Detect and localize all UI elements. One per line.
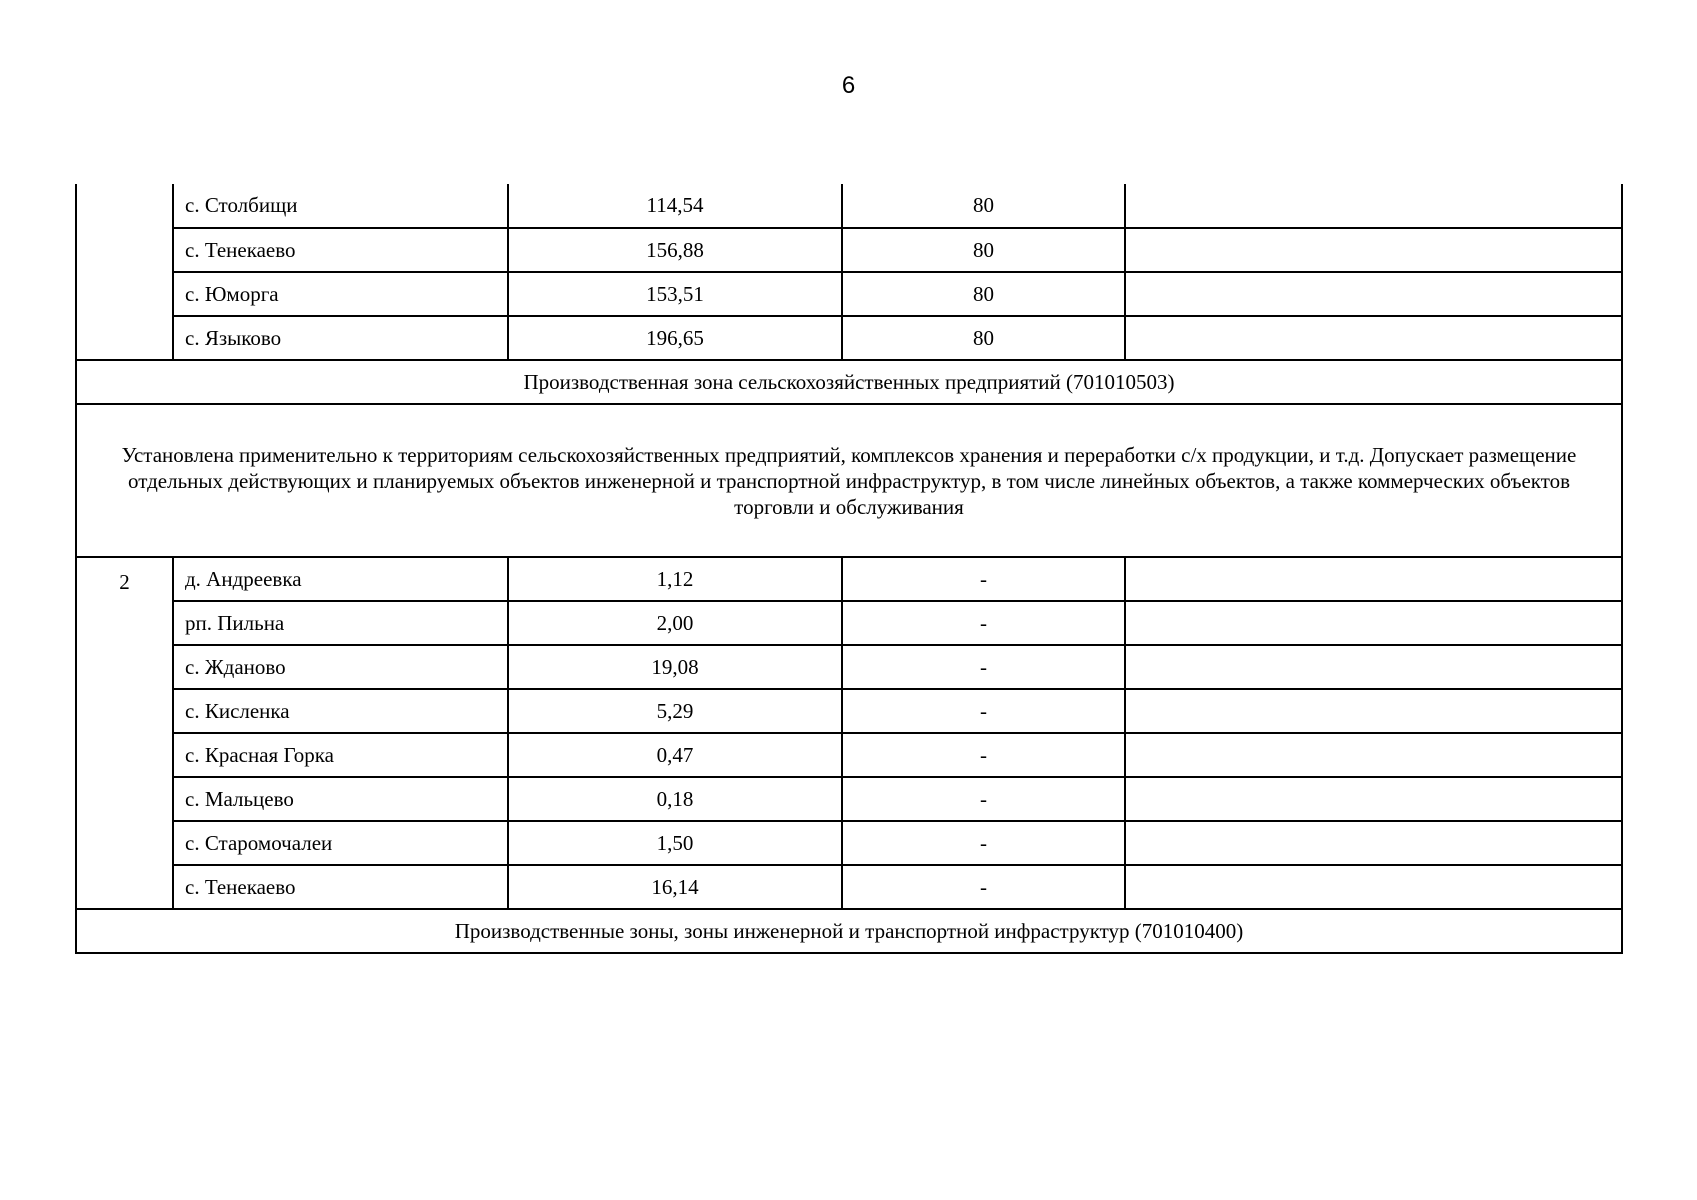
group-number: 2 (76, 557, 173, 909)
zones-table-body (76, 184, 1622, 953)
area-value: 0,18 (508, 777, 842, 821)
settlement-name: с. Жданово (173, 645, 508, 689)
section-title-row (76, 909, 1622, 953)
settlement-name: рп. Пильна (173, 601, 508, 645)
table-row (76, 645, 1622, 689)
percent-value: - (842, 689, 1125, 733)
note-cell (1125, 645, 1622, 689)
table-row (76, 184, 1622, 228)
percent-value: - (842, 777, 1125, 821)
section-title: Производственная зона сельскохозяйственных предприятий (701010503) (76, 360, 1622, 404)
percent-value: 80 (842, 228, 1125, 272)
table-row (76, 272, 1622, 316)
percent-value: - (842, 601, 1125, 645)
note-cell (1125, 316, 1622, 360)
area-value: 5,29 (508, 689, 842, 733)
percent-value: 80 (842, 184, 1125, 228)
settlement-name: д. Андреевка (173, 557, 508, 601)
area-value: 1,12 (508, 557, 842, 601)
note-cell (1125, 601, 1622, 645)
note-cell (1125, 777, 1622, 821)
percent-value: - (842, 733, 1125, 777)
area-value: 16,14 (508, 865, 842, 909)
percent-value: - (842, 821, 1125, 865)
group-number (76, 184, 173, 360)
table-row (76, 557, 1622, 601)
percent-value: - (842, 557, 1125, 601)
note-cell (1125, 733, 1622, 777)
percent-value: - (842, 865, 1125, 909)
table-row (76, 689, 1622, 733)
settlement-name: с. Старомочалеи (173, 821, 508, 865)
table-row (76, 228, 1622, 272)
area-value: 0,47 (508, 733, 842, 777)
area-value: 196,65 (508, 316, 842, 360)
table-row (76, 865, 1622, 909)
percent-value: 80 (842, 316, 1125, 360)
percent-value: 80 (842, 272, 1125, 316)
percent-value: - (842, 645, 1125, 689)
section-title: Производственные зоны, зоны инженерной и транспортной инфраструктур (701010400) (76, 909, 1622, 953)
zones-table (75, 184, 1623, 954)
note-cell (1125, 689, 1622, 733)
table-row (76, 316, 1622, 360)
note-cell (1125, 184, 1622, 228)
note-cell (1125, 272, 1622, 316)
section-description: Установлена применительно к территориям сельскохозяйственных предприятий, комплексов хранения и переработки с/х продукции, и т.д. Допускает размещение отдельных действующих и планируемых объектов инженерной и транспортной инфраструктур, в том числе линейных объектов, а также коммерческих объектов торговли и обслуживания (76, 404, 1622, 557)
area-value: 114,54 (508, 184, 842, 228)
note-cell (1125, 865, 1622, 909)
settlement-name: с. Мальцево (173, 777, 508, 821)
area-value: 19,08 (508, 645, 842, 689)
page-number: 6 (841, 72, 856, 99)
area-value: 1,50 (508, 821, 842, 865)
area-value: 2,00 (508, 601, 842, 645)
note-cell (1125, 821, 1622, 865)
settlement-name: с. Тенекаево (173, 228, 508, 272)
settlement-name: с. Кисленка (173, 689, 508, 733)
note-cell (1125, 228, 1622, 272)
section-title-row (76, 360, 1622, 404)
table-row (76, 821, 1622, 865)
area-value: 153,51 (508, 272, 842, 316)
settlement-name: с. Столбищи (173, 184, 508, 228)
note-cell (1125, 557, 1622, 601)
table-row (76, 733, 1622, 777)
settlement-name: с. Юморга (173, 272, 508, 316)
section-description-row (76, 404, 1622, 557)
settlement-name: с. Тенекаево (173, 865, 508, 909)
table-row (76, 601, 1622, 645)
settlement-name: с. Языково (173, 316, 508, 360)
table-row (76, 777, 1622, 821)
area-value: 156,88 (508, 228, 842, 272)
settlement-name: с. Красная Горка (173, 733, 508, 777)
